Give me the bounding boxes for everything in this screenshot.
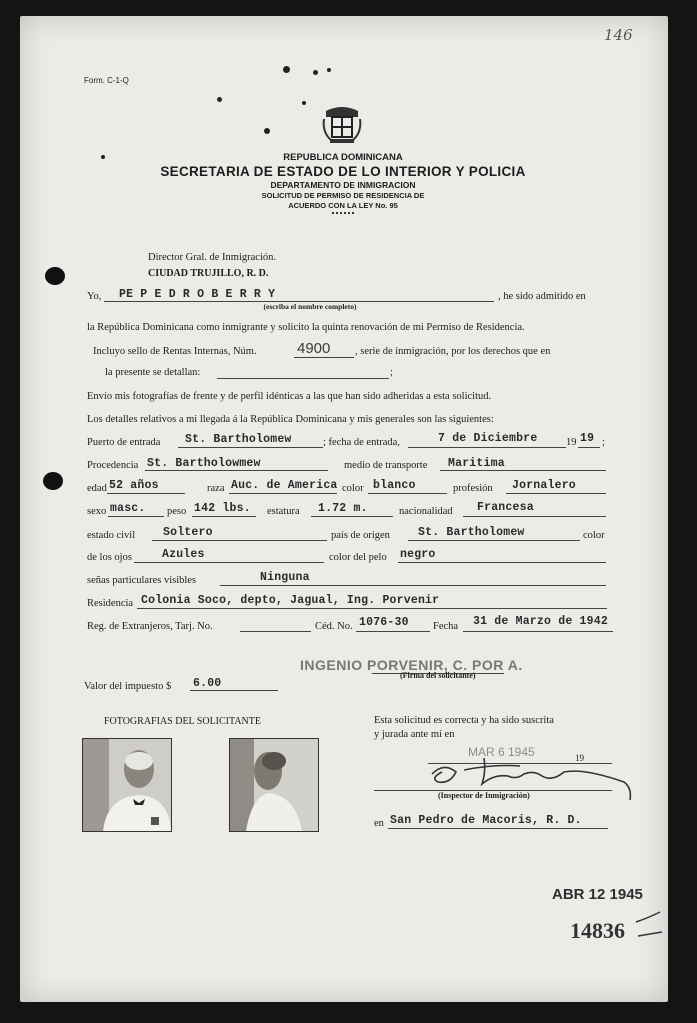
ink-speck bbox=[313, 70, 318, 75]
tick-mark-icon bbox=[634, 908, 664, 943]
sexo-label: sexo bbox=[87, 506, 107, 517]
detalles-line: Los detalles relativos a mi llegada á la República Dominicana y mis generales son las siguientes: bbox=[87, 414, 494, 425]
estatura-underline bbox=[311, 516, 393, 517]
header-ley: ACUERDO CON LA LEY No. 95 bbox=[288, 201, 398, 210]
sexo-value: masc. bbox=[110, 502, 146, 515]
raza-underline bbox=[229, 493, 337, 494]
pais-label: país de origen bbox=[331, 530, 390, 541]
puerto-underline bbox=[178, 447, 323, 448]
procedencia-label: Procedencia bbox=[87, 460, 139, 471]
fecha-entrada-label: ; fecha de entrada, bbox=[323, 437, 400, 448]
photo-front bbox=[82, 738, 172, 832]
file-number: 14836 bbox=[570, 918, 625, 943]
photo-profile bbox=[229, 738, 319, 832]
header-republic: REPUBLICA DOMINICANA bbox=[283, 152, 403, 163]
incluyo-post: , serie de inmigración, por los derechos que en bbox=[355, 346, 551, 357]
corner-number: 146 bbox=[604, 26, 633, 44]
edad-value: 52 años bbox=[109, 479, 159, 492]
header-secretaria: SECRETARIA DE ESTADO DE LO INTERIOR Y POLICIA bbox=[160, 164, 526, 179]
color-label: color bbox=[342, 483, 364, 494]
inspector-date-stamp: MAR 6 1945 bbox=[468, 745, 535, 759]
addressee-line2: CIUDAD TRUJILLO, R. D. bbox=[148, 268, 269, 279]
estado-civil-label: estado civil bbox=[87, 530, 136, 541]
senas-value: Ninguna bbox=[260, 571, 310, 584]
yo-label: Yo, bbox=[87, 291, 102, 302]
ink-speck bbox=[283, 66, 290, 73]
transporte-underline bbox=[440, 470, 606, 471]
nacionalidad-label: nacionalidad bbox=[399, 506, 453, 517]
yo-tail: , he sido admitido en bbox=[498, 291, 586, 302]
ink-speck bbox=[217, 97, 222, 102]
ink-speck bbox=[101, 155, 105, 159]
pais-underline bbox=[408, 540, 580, 541]
peso-label: peso bbox=[167, 506, 187, 517]
inspector-line2: y jurada ante mí en bbox=[374, 729, 455, 740]
profesion-underline bbox=[506, 493, 606, 494]
ojos-value: Azules bbox=[162, 548, 205, 561]
year-value: 19 bbox=[580, 432, 595, 445]
sello-number: 4900 bbox=[297, 340, 331, 357]
inspector-year-prefix: 19 bbox=[575, 753, 584, 763]
punch-hole-top bbox=[45, 267, 65, 285]
presente-underline bbox=[217, 378, 389, 379]
fecha-entrada-underline bbox=[408, 447, 566, 448]
coat-of-arms-icon bbox=[320, 101, 364, 150]
raza-label: raza bbox=[207, 483, 225, 494]
puerto-value: St. Bartholomew bbox=[185, 433, 292, 446]
estatura-label: estatura bbox=[267, 506, 300, 517]
cedula-value: 1076-30 bbox=[359, 616, 409, 629]
fecha-underline bbox=[463, 631, 613, 632]
puerto-label: Puerto de entrada bbox=[87, 437, 161, 448]
header-solicitud: SOLICITUD DE PERMISO DE RESIDENCIA DE bbox=[261, 191, 425, 200]
fecha-value: 31 de Marzo de 1942 bbox=[473, 615, 608, 628]
received-date-stamp: ABR 12 1945 bbox=[552, 886, 643, 903]
fecha-entrada-value: 7 de Diciembre bbox=[438, 432, 538, 445]
color-value: blanco bbox=[373, 479, 416, 492]
pelo-underline bbox=[398, 562, 606, 563]
pais-value: St. Bartholomew bbox=[418, 526, 525, 539]
inspector-en: en bbox=[374, 818, 384, 829]
header-ornament bbox=[332, 212, 354, 214]
valor-underline bbox=[190, 690, 278, 691]
cedula-underline bbox=[356, 631, 430, 632]
procedencia-value: St. Bartholowmew bbox=[147, 457, 261, 470]
presente-colon: ; bbox=[390, 367, 393, 378]
ink-speck bbox=[264, 128, 270, 134]
signature-stamp: INGENIO PORVENIR, C. POR A. bbox=[300, 657, 523, 673]
year-underline bbox=[578, 447, 600, 448]
color-ojos-label-a: color bbox=[583, 530, 605, 541]
header-departamento: DEPARTAMENTO DE INMIGRACION bbox=[270, 180, 416, 190]
valor-label: Valor del impuesto $ bbox=[84, 681, 172, 692]
pelo-value: negro bbox=[400, 548, 436, 561]
reg-label: Reg. de Extranjeros, Tarj. No. bbox=[87, 621, 213, 632]
estatura-value: 1.72 m. bbox=[318, 502, 368, 515]
punch-hole-middle bbox=[43, 472, 63, 490]
line-republica: la República Dominicana como inmigrante y solicito la quinta renovación de mi Permiso de Residencia. bbox=[87, 322, 525, 333]
sexo-underline bbox=[108, 516, 164, 517]
inspector-place: San Pedro de Macoris, R. D. bbox=[390, 814, 582, 827]
envio-line: Envío mis fotografías de frente y de perfil idénticas a las que han sido adheridas a esta solicitud. bbox=[87, 391, 492, 402]
estado-civil-value: Soltero bbox=[163, 526, 213, 539]
pelo-label: color del pelo bbox=[329, 552, 387, 563]
peso-underline bbox=[192, 516, 256, 517]
ojos-label: de los ojos bbox=[87, 552, 132, 563]
profesion-label: profesión bbox=[453, 483, 493, 494]
valor-amount: 6.00 bbox=[193, 677, 222, 690]
profesion-value: Jornalero bbox=[512, 479, 576, 492]
raza-value: Auc. de America bbox=[231, 479, 338, 492]
applicant-name: PE P E D R O B E R R Y bbox=[119, 288, 276, 301]
inspector-label: (Inspector de Inmigración) bbox=[438, 791, 530, 800]
nacionalidad-value: Francesa bbox=[477, 501, 534, 514]
inspector-place-underline bbox=[388, 828, 608, 829]
procedencia-underline bbox=[145, 470, 328, 471]
residencia-value: Colonia Soco, depto, Jagual, Ing. Porvenir bbox=[141, 594, 440, 607]
incluyo-pre: Incluyo sello de Rentas Internas, Núm. bbox=[93, 346, 257, 357]
addressee-line1: Director Gral. de Inmigración. bbox=[148, 252, 276, 263]
form-id: Form. C-1-Q bbox=[84, 76, 129, 85]
presente-label: la presente se detallan: bbox=[105, 367, 201, 378]
signature-label: (Firma del solicitante) bbox=[400, 671, 476, 680]
edad-label: edad bbox=[87, 483, 107, 494]
nacionalidad-underline bbox=[463, 516, 606, 517]
transporte-label: medio de transporte bbox=[344, 460, 428, 471]
ojos-underline bbox=[134, 562, 324, 563]
peso-value: 142 lbs. bbox=[194, 502, 251, 515]
residencia-underline bbox=[137, 608, 607, 609]
ced-label: Céd. No. bbox=[315, 621, 353, 632]
color-underline bbox=[368, 493, 447, 494]
senas-underline bbox=[220, 585, 606, 586]
ink-speck bbox=[327, 68, 331, 72]
year-semicolon: ; bbox=[602, 437, 605, 448]
edad-underline bbox=[107, 493, 185, 494]
ink-speck bbox=[302, 101, 306, 105]
fotos-title: FOTOGRAFIAS DEL SOLICITANTE bbox=[104, 716, 261, 727]
inspector-line1: Esta solicitud es correcta y ha sido suscrita bbox=[374, 715, 554, 726]
fecha-label: Fecha bbox=[433, 621, 459, 632]
year-prefix: 19 bbox=[566, 437, 577, 448]
reg-underline bbox=[240, 631, 311, 632]
transporte-value: Maritima bbox=[448, 457, 505, 470]
sello-underline bbox=[294, 357, 354, 358]
senas-label: señas particulares visibles bbox=[87, 575, 197, 586]
residencia-label: Residencia bbox=[87, 598, 134, 609]
estado-civil-underline bbox=[152, 540, 327, 541]
name-hint: (escriba el nombre completo) bbox=[263, 302, 357, 311]
